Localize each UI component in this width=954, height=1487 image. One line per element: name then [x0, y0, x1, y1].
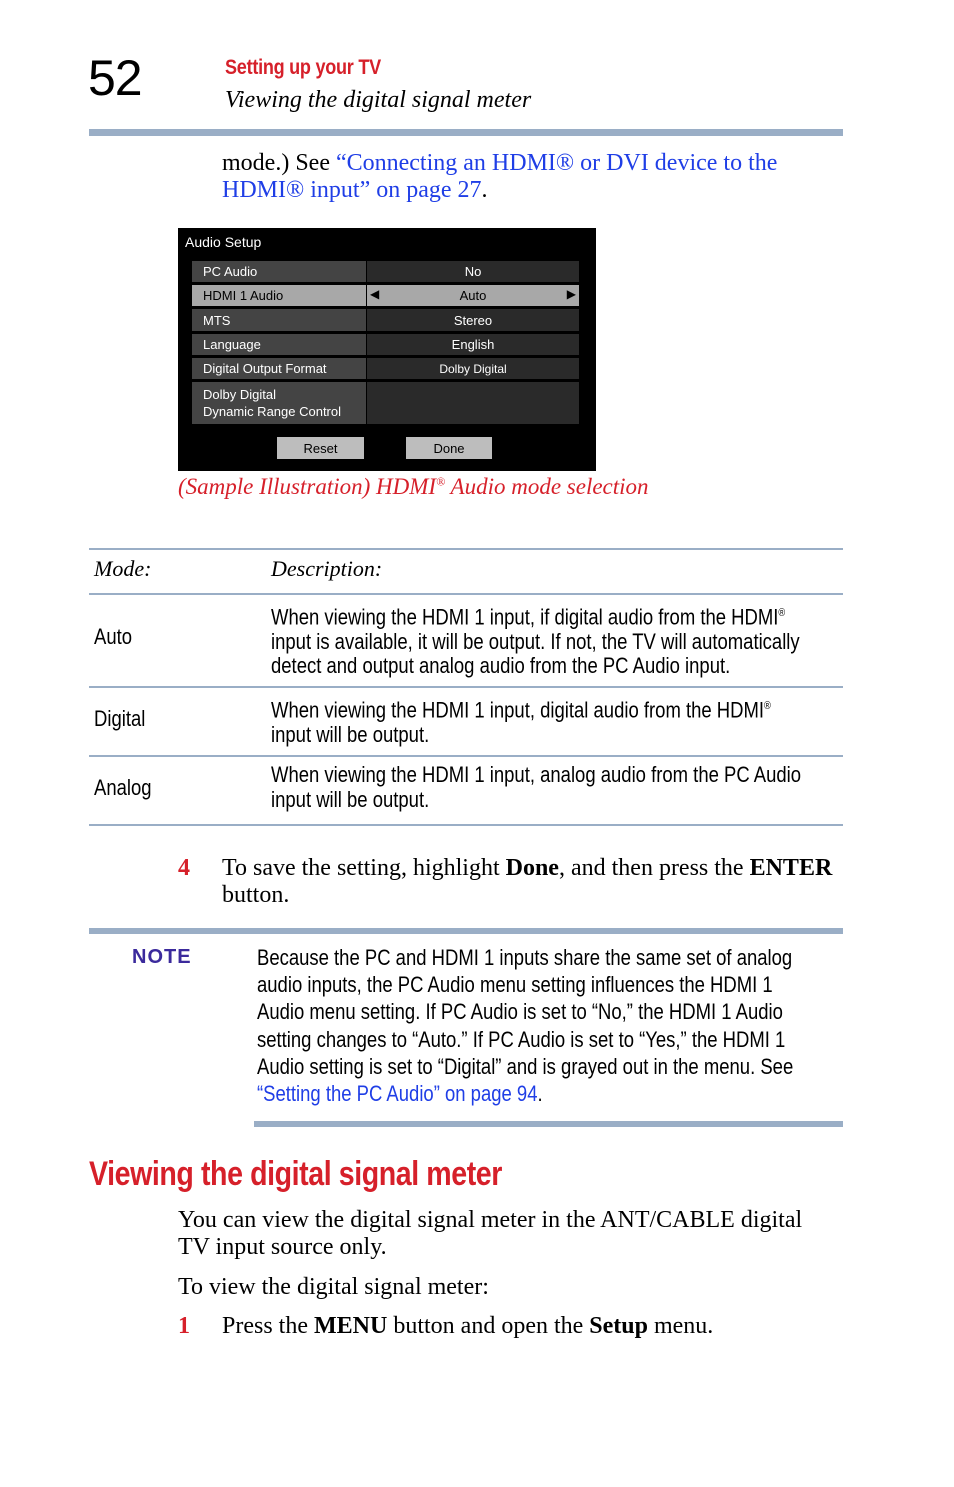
intro-prefix: mode.) See	[222, 150, 336, 176]
caption-prefix: (Sample Illustration) HDMI	[178, 474, 437, 499]
note-top-rule	[89, 928, 843, 934]
osd-reset-button: Reset	[277, 437, 364, 459]
header-rule	[89, 129, 843, 136]
osd-label-pc-audio: PC Audio	[192, 261, 366, 282]
page-number: 52	[88, 50, 142, 106]
right-arrow-icon: ▶	[566, 287, 576, 301]
table-header-mode: Mode:	[94, 556, 152, 581]
figure-caption	[178, 474, 649, 500]
note-cross-reference-link[interactable]: “Setting the PC Audio” on page 94	[257, 1081, 538, 1107]
table-row-mode: Analog	[94, 775, 152, 800]
caption-suffix: Audio mode selection	[445, 474, 649, 499]
table-row-description: When viewing the HDMI 1 input, analog audio from the PC Audio input will be output.	[271, 762, 802, 812]
audio-setup-screenshot	[178, 228, 596, 471]
osd-value-drc	[367, 382, 579, 424]
note-bottom-rule	[254, 1121, 843, 1127]
table-row-description: When viewing the HDMI 1 input, digital audio from the HDMI® input will be output.	[271, 697, 771, 747]
osd-label-drc-line1: Dolby Digital	[203, 387, 276, 402]
step-1-text: Press the MENU button and open the Setup menu.	[222, 1313, 714, 1339]
osd-title: Audio Setup	[185, 234, 262, 250]
table-top-rule	[89, 548, 843, 550]
osd-label-digital-output: Digital Output Format	[192, 358, 366, 379]
section-lead-in: To view the digital signal meter:	[178, 1274, 489, 1300]
osd-label-mts: MTS	[192, 309, 366, 331]
osd-label-hdmi1-audio: HDMI 1 Audio	[192, 285, 366, 306]
table-row-rule	[89, 755, 843, 757]
section-paragraph: You can view the digital signal meter in the ANT/CABLE digital TV input source only.	[178, 1207, 803, 1260]
table-row-description: When viewing the HDMI 1 input, if digital audio from the HDMI® input is available, it will be output. If not, the TV will automatically detect and output analog audio from the PC Audio input.	[271, 604, 800, 679]
table-header-rule	[89, 593, 843, 595]
intro-suffix: .	[481, 177, 488, 203]
table-row-mode: Auto	[94, 624, 133, 649]
table-header-description: Description:	[271, 556, 383, 581]
cross-reference-link[interactable]: “Connecting an HDMI® or DVI device to the	[335, 150, 778, 176]
table-row-mode: Digital	[94, 706, 146, 731]
osd-value-pc-audio: No	[367, 261, 579, 282]
table-bottom-rule	[89, 824, 843, 826]
chapter-title: Setting up your TV	[225, 56, 381, 79]
step-number: 4	[178, 855, 190, 881]
osd-value-hdmi1-audio-text: Auto	[459, 288, 487, 303]
section-heading: Viewing the digital signal meter	[89, 1155, 502, 1193]
osd-value-mts: Stereo	[367, 309, 579, 331]
cross-reference-link-cont[interactable]: HDMI® input” on page 27	[222, 177, 482, 203]
osd-value-language: English	[367, 334, 579, 355]
osd-label-drc	[192, 382, 366, 424]
table-row-rule	[89, 686, 843, 688]
osd-label-language: Language	[192, 334, 366, 355]
caption-reg: ®	[436, 474, 446, 489]
section-subtitle: Viewing the digital signal meter	[225, 87, 532, 113]
left-arrow-icon: ◀	[370, 287, 380, 301]
note-label: NOTE	[132, 946, 192, 968]
osd-value-hdmi1-audio	[367, 285, 579, 306]
osd-value-digital-output: Dolby Digital	[367, 358, 579, 379]
osd-done-button: Done	[406, 437, 492, 459]
osd-label-drc-line2: Dynamic Range Control	[203, 404, 342, 419]
step-number: 1	[178, 1313, 190, 1339]
intro-paragraph	[222, 150, 777, 204]
step-4-text: To save the setting, highlight Done, and then press the ENTER button.	[222, 855, 833, 908]
note-text: Because the PC and HDMI 1 inputs share the same set of analog audio inputs, the PC Audio menu setting influences the HDMI 1 Audio menu setting. If PC Audio is set to “No,” the HDMI 1 Audio setting changes to “Auto.” If PC Audio is set to “Yes,” the HDMI 1 Audio setting is set to “Digital” and is grayed out in the menu. See “Setting the PC Audio” on page 94.	[257, 945, 794, 1107]
